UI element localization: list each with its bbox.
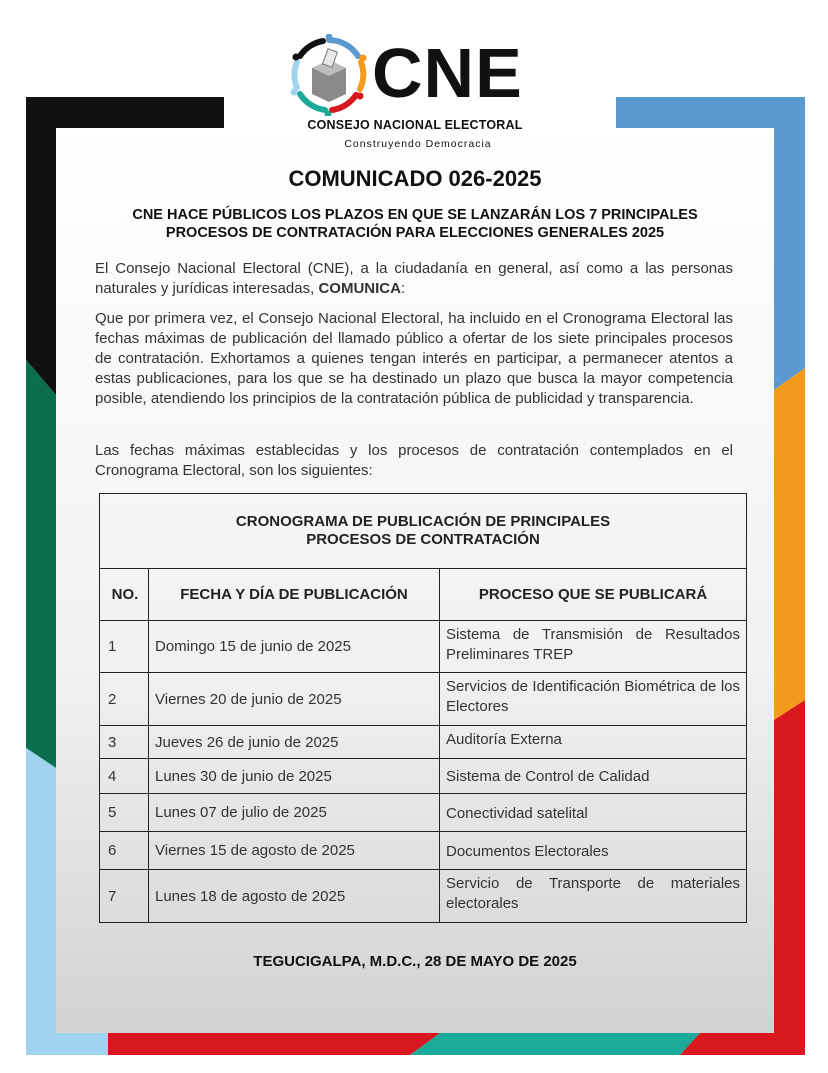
header-no: NO.	[100, 569, 149, 621]
row-process: Sistema de Transmisión de Resultados Preliminares TREP	[440, 621, 747, 673]
row-process: Documentos Electorales	[440, 832, 747, 870]
table-row	[100, 794, 747, 832]
row-process: Servicios de Identificación Biométrica de los Electores	[440, 673, 747, 726]
intro-end: :	[400, 280, 406, 297]
body-paragraph: Que por primera vez, el Consejo Nacional Electoral, ha incluido en el Cronograma Electoral las fechas máximas de publicación del llamado público a ofertar de los siete principales procesos de contratación. Exhortamos a quienes tengan interés en participar, a permanecer atentos a estas publicaciones, para los que se ha destinado un plazo que busca la mayor competencia posible, atendiendo los principios de la contratación pública de publicidad y transparencia.	[95, 310, 733, 407]
row-date: Viernes 15 de agosto de 2025	[149, 832, 440, 870]
row-process: Conectividad satelital	[440, 794, 747, 832]
row-date: Jueves 26 de junio de 2025	[149, 726, 440, 759]
subtitle-line-2: PROCESOS DE CONTRATACIÓN PARA ELECCIONES GENERALES 2025	[165, 225, 665, 241]
intro-text: El Consejo Nacional Electoral (CNE), a la ciudadanía en general, así como a las personas naturales y jurídicas interesadas,	[95, 260, 733, 297]
table-row	[100, 759, 747, 794]
frame-red-band-bottom	[108, 1033, 440, 1055]
row-date: Lunes 07 de julio de 2025	[149, 794, 440, 832]
row-number: 7	[100, 870, 149, 923]
frame-green-band	[26, 360, 56, 768]
footer-place-date: TEGUCIGALPA, M.D.C., 28 DE MAYO DE 2025	[253, 953, 577, 970]
row-date: Domingo 15 de junio de 2025	[149, 621, 440, 673]
frame-teal-band	[410, 1033, 700, 1055]
table-row	[100, 870, 747, 923]
row-process: Sistema de Control de Calidad	[440, 759, 747, 794]
row-date: Lunes 18 de agosto de 2025	[149, 870, 440, 923]
header-date: FECHA Y DÍA DE PUBLICACIÓN	[149, 569, 440, 621]
schedule-table	[99, 493, 747, 923]
row-number: 1	[100, 621, 149, 673]
subtitle	[80, 206, 750, 242]
row-number: 6	[100, 832, 149, 870]
table-row	[100, 621, 747, 673]
logo-acronym: CNE	[372, 34, 523, 112]
intro-bold: COMUNICA	[318, 280, 401, 297]
table-caption-line-2: PROCESOS DE CONTRATACIÓN	[306, 531, 540, 548]
table-caption	[100, 494, 747, 569]
table-row	[100, 832, 747, 870]
row-date: Lunes 30 de junio de 2025	[149, 759, 440, 794]
row-process: Auditoría Externa	[440, 726, 747, 759]
row-number: 4	[100, 759, 149, 794]
row-date: Viernes 20 de junio de 2025	[149, 673, 440, 726]
table-caption-line-1: CRONOGRAMA DE PUBLICACIÓN DE PRINCIPALES	[235, 513, 611, 530]
row-number: 2	[100, 673, 149, 726]
row-number: 5	[100, 794, 149, 832]
table-header-row	[100, 569, 747, 621]
table-row	[100, 726, 747, 759]
page-title: COMUNICADO 026-2025	[288, 166, 542, 191]
row-number: 3	[100, 726, 149, 759]
table-row	[100, 673, 747, 726]
logo-name: CONSEJO NACIONAL ELECTORAL	[307, 118, 523, 132]
subtitle-line-1: CNE HACE PÚBLICOS LOS PLAZOS EN QUE SE LANZARÁN LOS 7 PRINCIPALES	[132, 207, 698, 223]
frame-orange-band	[774, 368, 805, 720]
cne-logo	[288, 34, 548, 130]
row-process: Servicio de Transporte de materiales electorales	[440, 870, 747, 923]
intro-paragraph	[95, 259, 733, 299]
logo-slogan: Construyendo Democracia	[344, 138, 492, 150]
header-process: PROCESO QUE SE PUBLICARÁ	[440, 569, 747, 621]
table-intro-paragraph: Las fechas máximas establecidas y los procesos de contratación contemplados en el Cronograma Electoral, son los siguientes:	[95, 442, 733, 479]
ballot-box-people-icon	[288, 34, 370, 116]
